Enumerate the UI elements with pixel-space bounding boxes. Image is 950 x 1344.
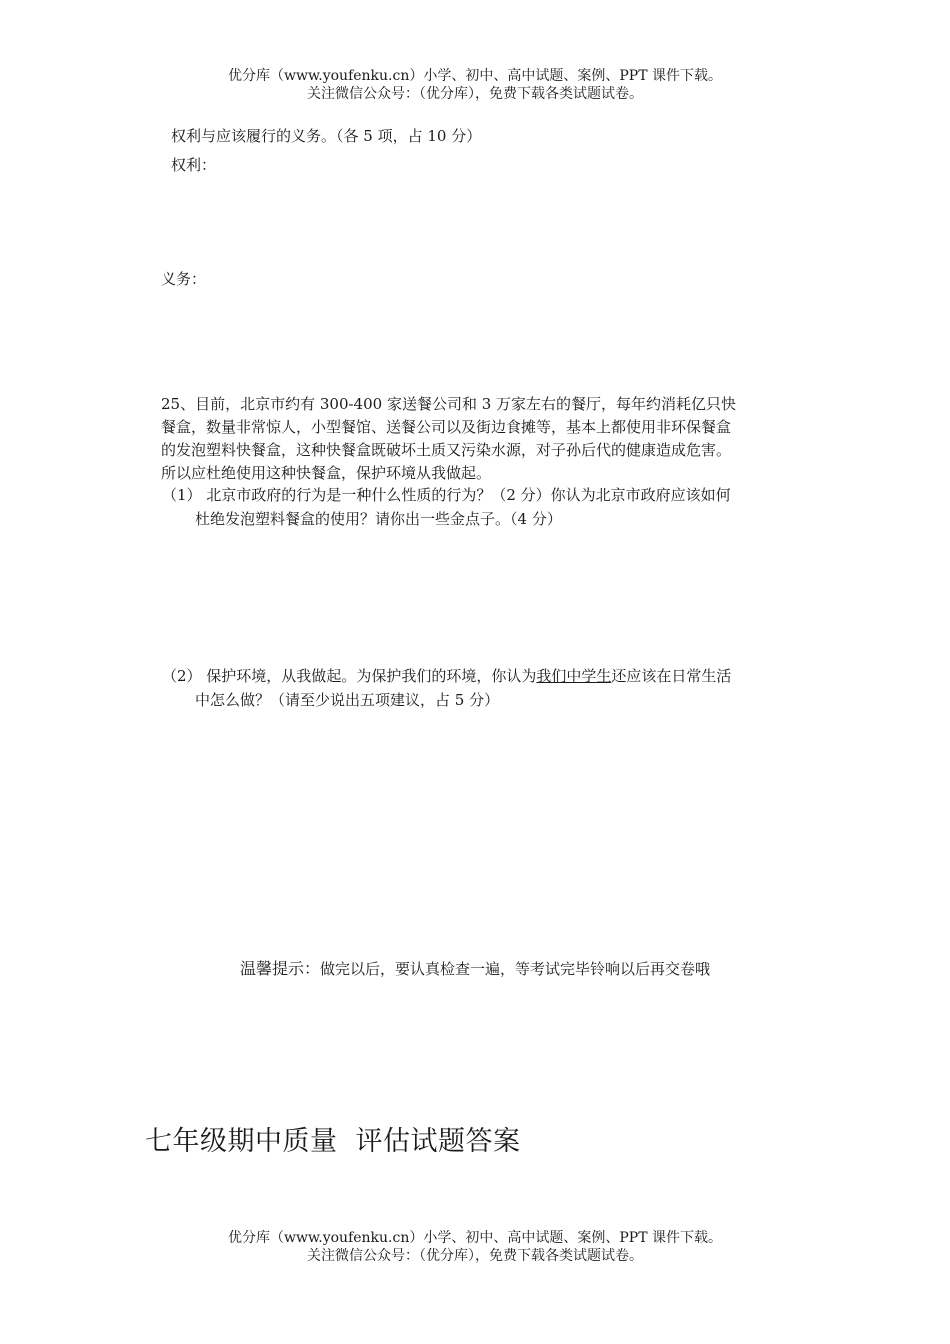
footer-line-2: 关注微信公众号：（优分库），免费下载各类试题试卷。 (307, 1248, 643, 1264)
answer-title-part-1: 七年级期中质量 (145, 1126, 338, 1157)
page-header (0, 67, 950, 103)
rights-label: 权利： (171, 156, 217, 174)
page-footer (0, 1229, 950, 1265)
subquestion-2-text-before: （2） 保护环境，从我做起。为保护我们的环境，你认为 (162, 667, 537, 685)
q25-subquestion-2 (162, 664, 802, 712)
subquestion-2-line-2: 中怎么做？（请至少说出五项建议，占 5 分） (195, 691, 500, 709)
q25-stem-line: 的发泡塑料快餐盒，这种快餐盒既破坏土质又污染水源，对子孙后代的健康造成危害。 (161, 441, 732, 459)
footer-line-1: 优分库（www.youfenku.cn）小学、初中、高中试题、案例、PPT 课件下载。 (227, 1230, 722, 1246)
answer-section-title (145, 1122, 521, 1162)
q24-tail-text: 权利与应该履行的义务。（各 5 项，占 10 分） (171, 127, 482, 145)
subquestion-2-text-after: 还应该在日常生活 (611, 667, 732, 685)
subquestion-1-line-2: 杜绝发泡塑料餐盒的使用？请你出一些金点子。（4 分） (195, 510, 562, 528)
warm-tip (0, 958, 950, 980)
duties-label: 义务： (161, 270, 207, 288)
q25-stem-line: 所以应杜绝使用这种快餐盒，保护环境从我做起。 (161, 464, 492, 482)
q25-stem (161, 393, 801, 485)
subquestion-2-underlined-text: 我们中学生 (536, 667, 612, 685)
header-line-1: 优分库（www.youfenku.cn）小学、初中、高中试题、案例、PPT 课件下载。 (227, 68, 722, 84)
subquestion-2-line-1 (162, 664, 802, 688)
header-line-2: 关注微信公众号：（优分库），免费下载各类试题试卷。 (307, 86, 643, 102)
q25-stem-line: 25、目前，北京市约有 300-400 家送餐公司和 3 万家左右的餐厅，每年约消耗亿只快 (161, 395, 737, 413)
warm-tip-lead: 温馨提示： (239, 959, 320, 978)
answer-title-part-2: 评估试题答案 (355, 1126, 521, 1157)
subquestion-1-line-1: （1） 北京市政府的行为是一种什么性质的行为？（2 分）你认为北京市政府应该如何 (162, 486, 731, 504)
q25-subquestion-1 (162, 483, 802, 531)
q25-stem-line: 餐盒，数量非常惊人，小型餐馆、送餐公司以及街边食摊等，基本上都使用非环保餐盒 (161, 418, 732, 436)
warm-tip-text: 做完以后，要认真检查一遍，等考试完毕铃响以后再交卷哦 (320, 960, 711, 978)
